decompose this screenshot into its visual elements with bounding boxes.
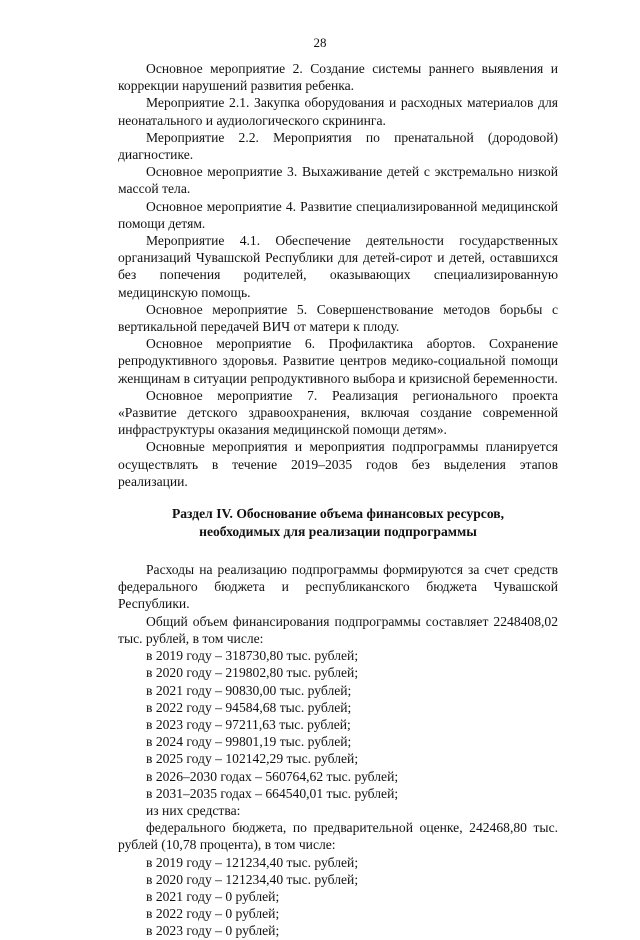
- paragraph: Мероприятие 2.1. Закупка оборудования и расходных материалов для неонатального и аудиологического скрининга.: [118, 95, 558, 128]
- financing-year-item: в 2031–2035 годах – 664540,01 тыс. рублей;: [146, 785, 399, 801]
- financing-year-item: в 2026–2030 годах – 560764,62 тыс. рублей;: [146, 768, 399, 784]
- page-number: 28: [313, 35, 327, 50]
- federal-year-item: в 2019 году – 121234,40 тыс. рублей;: [146, 854, 359, 870]
- federal-year-item: в 2022 году – 0 рублей;: [146, 906, 280, 922]
- paragraph: Основные мероприятия и мероприятия подпрограммы планируется осуществлять в течение 2019–2035 годов без выделения этапов реализации.: [118, 439, 558, 489]
- paragraph: Основное мероприятие 2. Создание системы раннего выявления и коррекции нарушений развития ребенка.: [118, 61, 558, 94]
- document-body: [118, 60, 558, 940]
- federal-year-item: в 2021 году – 0 рублей;: [146, 888, 280, 904]
- section-heading-line: Раздел IV. Обоснование объема финансовых ресурсов,: [171, 506, 505, 522]
- paragraph: Мероприятие 4.1. Обеспечение деятельности государственных организаций Чувашской Республики для детей-сирот и детей, оставшихся без попечения родителей, оказывающих специализированную медицинскую помощь.: [118, 233, 558, 300]
- federal-year-item: в 2020 году – 121234,40 тыс. рублей;: [146, 871, 359, 887]
- federal-year-item: в 2023 году – 0 рублей;: [146, 923, 280, 939]
- financing-year-item: в 2023 году – 97211,63 тыс. рублей;: [146, 716, 351, 732]
- financing-of-them: из них средства:: [146, 802, 241, 818]
- financing-year-item: в 2020 году – 219802,80 тыс. рублей;: [146, 665, 359, 681]
- financing-total: Общий объем финансирования подпрограммы составляет 2248408,02 тыс. рублей, в том числе:: [118, 613, 558, 646]
- section-heading: [118, 505, 558, 541]
- financing-year-item: в 2025 году – 102142,29 тыс. рублей;: [146, 751, 359, 767]
- paragraph: Основное мероприятие 5. Совершенствование методов борьбы с вертикальной передачей ВИЧ от матери к плоду.: [118, 301, 558, 335]
- paragraph: Основное мероприятие 4. Развитие специализированной медицинской помощи детям.: [118, 198, 558, 231]
- paragraph: Основное мероприятие 6. Профилактика абортов. Сохранение репродуктивного здоровья. Развитие центров медико-социальной помощи женщинам в ситуации репродуктивного выбора и кризисной беременности.: [118, 336, 558, 386]
- paragraph: Мероприятие 2.2. Мероприятия по пренатальной (дородовой) диагностике.: [118, 129, 558, 163]
- financing-year-item: в 2021 году – 90830,00 тыс. рублей;: [146, 682, 352, 698]
- section-heading-line: необходимых для реализации подпрограммы: [199, 524, 477, 540]
- financing-year-item: в 2019 году – 318730,80 тыс. рублей;: [146, 648, 359, 664]
- financing-year-item: в 2024 году – 99801,19 тыс. рублей;: [146, 734, 352, 750]
- financing-federal: федерального бюджета, по предварительной оценке, 242468,80 тыс. рублей (10,78 процента), в том числе:: [118, 820, 558, 853]
- financing-intro: Расходы на реализацию подпрограммы формируются за счет средств федерального бюджета и республиканского бюджета Чувашской Республики.: [118, 562, 558, 612]
- financing-year-item: в 2022 году – 94584,68 тыс. рублей;: [146, 699, 352, 715]
- paragraph: Основное мероприятие 3. Выхаживание детей с экстремально низкой массой тела.: [118, 164, 558, 197]
- paragraph: Основное мероприятие 7. Реализация регионального проекта «Развитие детского здравоохранения, включая создание современной инфраструктуры оказания медицинской помощи детям».: [118, 387, 558, 438]
